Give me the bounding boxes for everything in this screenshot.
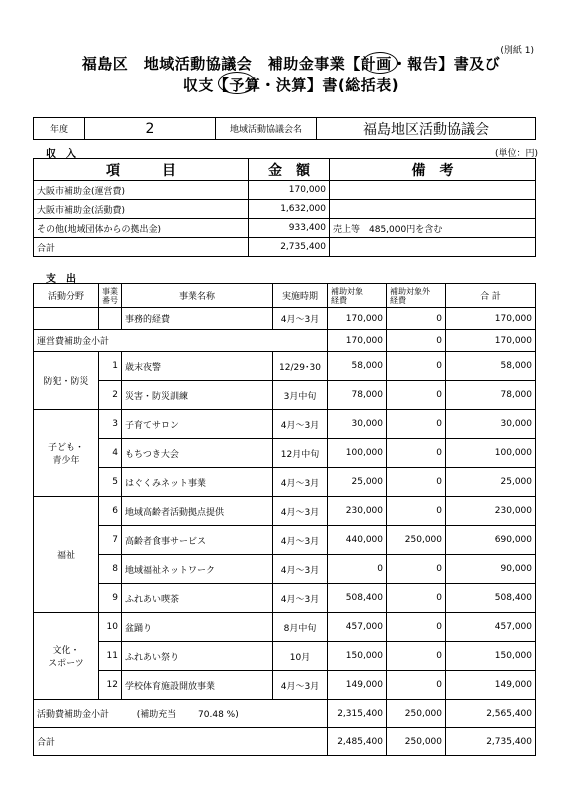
income-table	[33, 158, 536, 257]
income-note	[330, 200, 536, 219]
income-total-label: 合計	[34, 238, 249, 257]
income-row	[34, 200, 536, 219]
table-row: 9 ふれあい喫茶 4月～3月 508,400 0 508,400	[34, 584, 536, 613]
income-total-amount: 2,735,400	[249, 238, 330, 257]
income-section-label: 収 入	[46, 149, 76, 160]
plan-circle-mark	[362, 52, 398, 74]
org-label: 地域活動協議会名	[216, 118, 317, 140]
grand-total-row	[34, 728, 536, 756]
field-children-youth: 子ども・ 青少年	[34, 410, 99, 497]
header-table	[33, 117, 536, 140]
activity-subtotal-subsidy: 2,315,400	[328, 700, 387, 728]
table-row: 子ども・ 青少年 3 子育てサロン 4月～3月 30,000 0 30,000	[34, 410, 536, 439]
income-row	[34, 181, 536, 200]
budget-circle-mark	[218, 72, 256, 94]
activity-subtotal-row	[34, 700, 536, 728]
year-label: 年度	[34, 118, 85, 140]
field-crime-disaster: 防犯・防災	[34, 352, 99, 410]
office-subtotal-subsidy: 170,000	[328, 330, 387, 352]
page-title-line1: 福島区 地域活動協議会 補助金事業【計画・報告】書及び	[81, 55, 501, 73]
income-item: その他(地域団体からの拠出金)	[34, 219, 249, 238]
year-value: 2	[85, 118, 216, 140]
expense-table	[33, 283, 536, 756]
table-row: 防犯・防災 1 歳末夜警 12/29･30 58,000 0 58,000	[34, 352, 536, 381]
col-total: 合 計	[446, 284, 536, 308]
grand-total-label: 合計	[34, 728, 328, 756]
income-amount: 170,000	[249, 181, 330, 200]
table-row: 8 地域福祉ネットワーク 4月～3月 0 0 90,000	[34, 555, 536, 584]
office-expense-period: 4月～3月	[273, 308, 328, 330]
table-row: 福祉 6 地域高齢者活動拠点提供 4月～3月 230,000 0 230,000	[34, 497, 536, 526]
grand-total-non-subsidy: 250,000	[387, 728, 446, 756]
table-row: 4 もちつき大会 12月中旬 100,000 0 100,000	[34, 439, 536, 468]
page-title-line2: 収支【予算・決算】書(総括表)	[182, 76, 400, 94]
col-name: 事業名称	[122, 284, 273, 308]
appendix-label: (別紙 1)	[500, 46, 534, 56]
office-subtotal-label: 運営費補助金小計	[34, 330, 328, 352]
table-row: 5 はぐくみネット事業 4月～3月 25,000 0 25,000	[34, 468, 536, 497]
office-expense-row	[34, 308, 536, 330]
field-culture-sports: 文化・ スポーツ	[34, 613, 99, 700]
activity-subtotal-label: 活動費補助金小計	[37, 710, 110, 720]
office-subtotal-row	[34, 330, 536, 352]
income-col-note: 備 考	[330, 159, 536, 181]
income-amount: 1,632,000	[249, 200, 330, 219]
table-row: 12 学校体育施設開放事業 4月～3月 149,000 0 149,000	[34, 671, 536, 700]
office-expense-non-subsidy: 0	[387, 308, 446, 330]
income-col-item: 項 目	[34, 159, 249, 181]
subsidy-rate-label: (補助充当	[136, 710, 177, 720]
income-note	[330, 181, 536, 200]
income-note: 売上等 485,000円を含む	[330, 219, 536, 238]
income-item: 大阪市補助金(運営費)	[34, 181, 249, 200]
income-col-amount: 金 額	[249, 159, 330, 181]
office-expense-total: 170,000	[446, 308, 536, 330]
col-field: 活動分野	[34, 284, 99, 308]
table-row: 7 高齢者食事サービス 4月～3月 440,000 250,000 690,000	[34, 526, 536, 555]
activity-subtotal-non-subsidy: 250,000	[387, 700, 446, 728]
income-amount: 933,400	[249, 219, 330, 238]
income-total-row	[34, 238, 536, 257]
income-total-note	[330, 238, 536, 257]
expense-header-row	[34, 284, 536, 308]
grand-total-total: 2,735,400	[446, 728, 536, 756]
income-item: 大阪市補助金(活動費)	[34, 200, 249, 219]
office-subtotal-non-subsidy: 0	[387, 330, 446, 352]
unit-label: (単位：円)	[494, 149, 538, 159]
org-value: 福島地区活動協議会	[317, 118, 536, 140]
office-subtotal-total: 170,000	[446, 330, 536, 352]
col-no: 事業 番号	[99, 284, 122, 308]
office-expense-name: 事務的経費	[122, 308, 273, 330]
grand-total-subsidy: 2,485,400	[328, 728, 387, 756]
table-row: 11 ふれあい祭り 10月 150,000 0 150,000	[34, 642, 536, 671]
col-subsidy: 補助対象 経費	[328, 284, 387, 308]
col-period: 実施時期	[273, 284, 328, 308]
col-non-subsidy: 補助対象外 経費	[387, 284, 446, 308]
income-row	[34, 219, 536, 238]
table-row: 2 災害・防災訓練 3月中旬 78,000 0 78,000	[34, 381, 536, 410]
subsidy-rate-value: 70.48 %)	[198, 710, 239, 720]
expense-section-label: 支 出	[46, 274, 76, 285]
table-row: 文化・ スポーツ 10 盆踊り 8月中旬 457,000 0 457,000	[34, 613, 536, 642]
activity-subtotal-total: 2,565,400	[446, 700, 536, 728]
office-expense-subsidy: 170,000	[328, 308, 387, 330]
field-welfare: 福祉	[34, 497, 99, 613]
